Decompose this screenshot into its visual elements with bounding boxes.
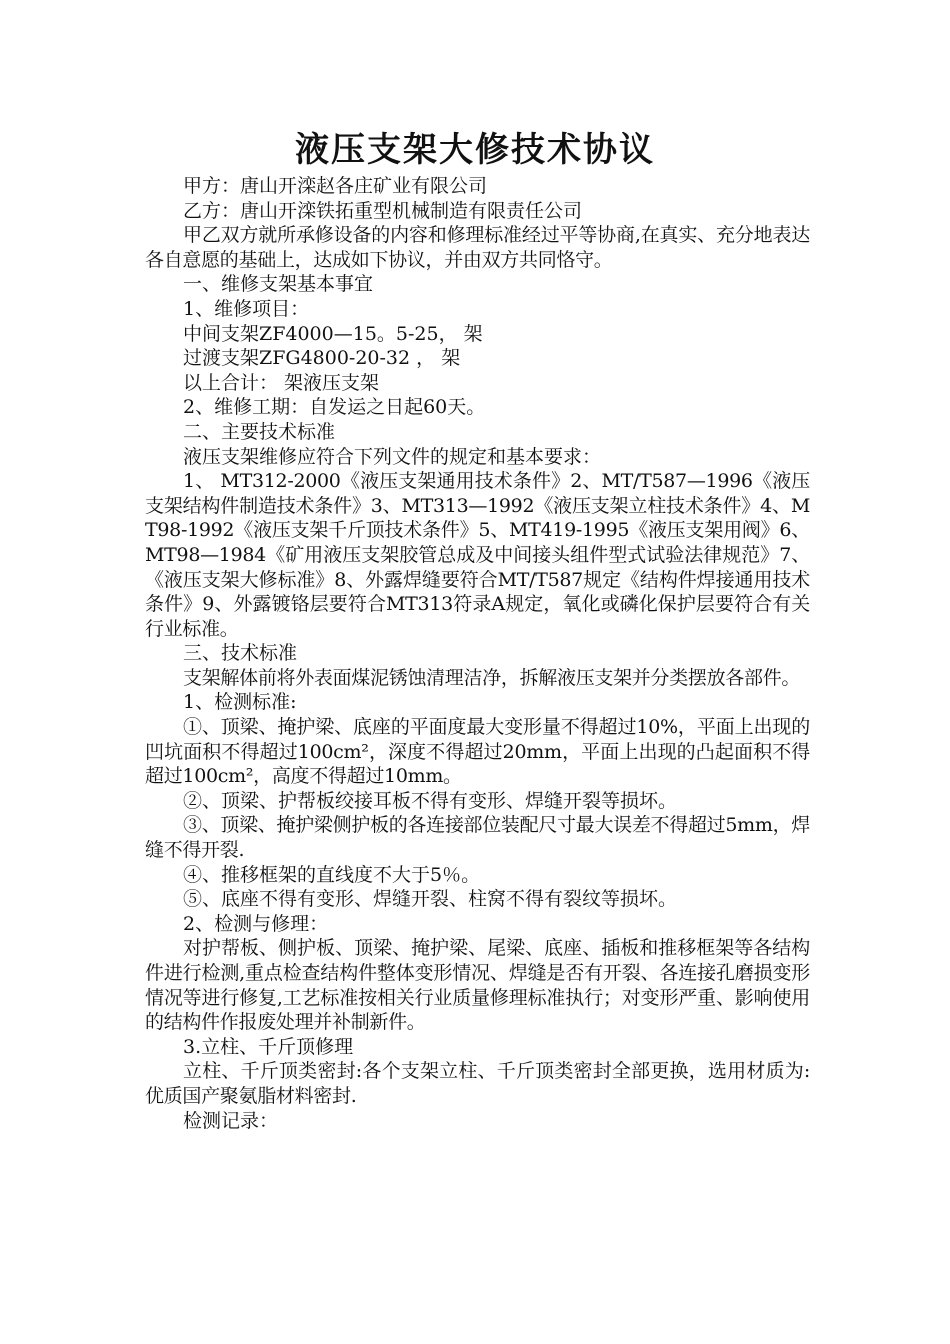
standards-list: 1、 MT312-2000《液压支架通用技术条件》2、MT/T587—1996《液压支架结构件制造技术条件》3、MT313—1992《液压支架立柱技术条件》4、MT98-1992《液压支架千斤顶技术条件》5、MT419-1995《液压支架用阀》6、MT98—1984《矿用液压支架胶管总成及中间接头组件型式试验法律规范》7、《液压支架大修标准》8、外露焊缝要符合MT/T587规定《结构件焊接通用技术条件》9、外露镀铬层要符合MT313符录A规定，氧化或磷化保护层要符合有关行业标准。: [145, 470, 810, 640]
inspection-item-4: ④、推移框架的直线度不大于5％。: [183, 863, 481, 886]
inspection-item-1: ①、顶梁、掩护梁、底座的平面度最大变形量不得超过10%，平面上出现的凹坑面积不得超过100cm²，深度不得超过20mm，平面上出现的凸起面积不得超过100cm²，高度不得超过10mm。: [145, 716, 810, 788]
party-b-line: 乙方：唐山开滦铁拓重型机械制造有限责任公司: [183, 199, 583, 222]
section-heading-1: 一、维修支架基本事宜: [183, 273, 374, 296]
item-intermediate-support: 中间支架ZF4000—15。5-25， 架: [183, 322, 483, 345]
document-body: [145, 174, 810, 1133]
party-a-line: 甲方：唐山开滦赵各庄矿业有限公司: [183, 175, 488, 197]
inspection-item-2: ②、顶梁、护帮板绞接耳板不得有变形、焊缝开裂等损坏。: [183, 789, 678, 812]
inspection-item-5: ⑤、底座不得有变形、焊缝开裂、柱窝不得有裂纹等损坏。: [183, 888, 678, 911]
seal-replacement-paragraph: 立柱、千斤顶类密封:各个支架立柱、千斤顶类密封全部更换，选用材质为:优质国产聚氨脂材料密封.: [145, 1060, 810, 1107]
document-title: 液压支架大修技术协议: [295, 130, 655, 170]
inspection-repair-paragraph: 对护帮板、侧护板、顶梁、掩护梁、尾梁、底座、插板和推移框架等各结构件进行检测,重点检查结构件整体变形情况、焊缝是否有开裂、各连接孔磨损变形情况等进行修复,工艺标准按相关行业质量修理标准执行；对变形严重、影响使用的结构件作报废处理并补制新件。: [145, 937, 810, 1034]
subsection-inspection-standard: 1、检测标准:: [183, 691, 297, 714]
subsection-cylinder-repair: 3.立柱、千斤顶修理: [183, 1035, 354, 1058]
subsection-repair-period: 2、维修工期：自发运之日起60天。: [183, 396, 486, 419]
section-heading-3: 三、技术标准: [183, 642, 298, 665]
inspection-record-label: 检测记录：: [183, 1109, 279, 1132]
item-transition-support: 过渡支架ZFG4800-20-32 ， 架: [183, 347, 461, 370]
standards-intro: 液压支架维修应符合下列文件的规定和基本要求：: [183, 445, 602, 468]
disassembly-paragraph: 支架解体前将外表面煤泥锈蚀清理洁净，拆解液压支架并分类摆放各部件。: [183, 666, 801, 689]
subsection-inspection-repair: 2、检测与修理：: [183, 912, 329, 935]
subsection-repair-items: 1、维修项目：: [183, 297, 310, 320]
item-total: 以上合计： 架液压支架: [183, 371, 380, 394]
agreement-preamble: 甲乙双方就所承修设备的内容和修理标准经过平等协商,在真实、充分地表达各自意愿的基础上，达成如下协议，并由双方共同恪守。: [145, 224, 810, 271]
section-heading-2: 二、主要技术标准: [183, 420, 336, 443]
inspection-item-3: ③、顶梁、掩护梁侧护板的各连接部位装配尺寸最大误差不得超过5mm，焊缝不得开裂.: [145, 814, 810, 862]
